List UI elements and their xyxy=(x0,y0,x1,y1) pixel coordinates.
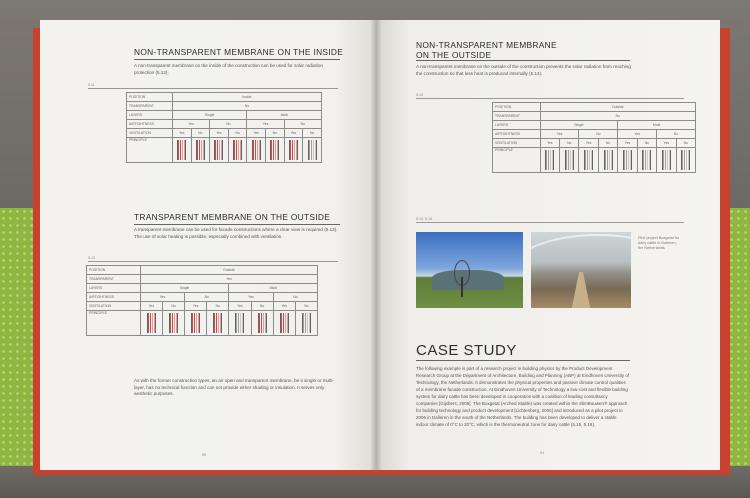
airtightness-value: Yes xyxy=(140,293,184,302)
row-label: PRINCIPLE xyxy=(127,138,173,163)
ventilation-value: Yes xyxy=(284,129,303,138)
ventilation-value: No xyxy=(637,139,656,148)
membrane-principle-icon xyxy=(623,150,632,170)
membrane-principle-icon xyxy=(213,313,222,333)
ventilation-value: No xyxy=(676,139,696,148)
section3-title: NON-TRANSPARENT MEMBRANE ON THE OUTSIDE xyxy=(416,40,557,60)
airtightness-value: Yes xyxy=(618,130,657,139)
airtightness-value: No xyxy=(210,120,247,129)
principle-cell xyxy=(247,138,266,163)
position-value: Outside xyxy=(540,103,695,112)
layers-value: Single xyxy=(172,111,247,120)
figure-label: 5.11 xyxy=(88,83,95,87)
transparent-value: No xyxy=(540,112,695,121)
airtightness-value: Yes xyxy=(172,120,209,129)
row-label: VENTILATION xyxy=(87,302,141,311)
membrane-principle-icon xyxy=(169,313,178,333)
photos-label: 5.15, 5.16 xyxy=(416,217,432,221)
principle-cell xyxy=(637,148,656,173)
ventilation-value: Yes xyxy=(618,139,637,148)
membrane-principle-icon xyxy=(642,150,651,170)
row-label: AIRTIGHTNESS xyxy=(493,130,541,139)
principle-cell xyxy=(676,148,696,173)
ventilation-value: No xyxy=(303,129,322,138)
layers-value: Single xyxy=(540,121,618,130)
principle-cell xyxy=(618,148,637,173)
membrane-principle-icon xyxy=(147,313,156,333)
tree-trunk xyxy=(461,277,463,297)
membrane-principle-icon xyxy=(604,150,613,170)
membrane-table-3 xyxy=(492,102,696,173)
row-label: POSITION xyxy=(127,93,173,102)
layers-value: Multi xyxy=(618,121,696,130)
photo-arched-stable-interior xyxy=(531,232,631,308)
transparent-value: Yes xyxy=(140,275,317,284)
section3-text: A non-transparent membrane on the outside of the construction prevents the solar radiation from reaching the construction so that less heat is produced internally (5.14). xyxy=(416,64,631,76)
principle-cell xyxy=(140,311,162,336)
ventilation-value: Yes xyxy=(579,139,598,148)
figure-rule xyxy=(88,88,338,89)
row-label: TRANSPARENT xyxy=(87,275,141,284)
row-label: AIRTIGHTNESS xyxy=(87,293,141,302)
row-label: PRINCIPLE xyxy=(87,311,141,336)
row-label: LAYERS xyxy=(87,284,141,293)
membrane-principle-icon xyxy=(258,313,267,333)
airtightness-value: No xyxy=(579,130,618,139)
layers-value: Multi xyxy=(229,284,318,293)
ventilation-value: Yes xyxy=(140,302,162,311)
row-label: TRANSPARENT xyxy=(493,112,541,121)
ventilation-value: Yes xyxy=(172,129,191,138)
figure-label: 5.14 xyxy=(416,93,423,97)
membrane-principle-icon xyxy=(252,140,261,160)
principle-cell xyxy=(560,148,579,173)
membrane-principle-icon xyxy=(214,140,223,160)
ventilation-value: No xyxy=(251,302,273,311)
ventilation-value: No xyxy=(295,302,317,311)
membrane-table-1 xyxy=(126,92,322,163)
row-label: LAYERS xyxy=(493,121,541,130)
airtightness-value: Yes xyxy=(247,120,284,129)
ventilation-value: No xyxy=(191,129,210,138)
section2-text: A transparent membrane can be used for facade constructions where a clear view is required (5.13). The use of solar heating is possible, especially combined with ventilation. xyxy=(134,227,338,239)
principle-cell xyxy=(540,148,559,173)
principle-cell xyxy=(598,148,617,173)
photo-arched-stable-exterior xyxy=(416,232,523,308)
ventilation-value: Yes xyxy=(229,302,251,311)
membrane-principle-icon xyxy=(191,313,200,333)
case-study-title: CASE STUDY xyxy=(416,342,517,359)
membrane-principle-icon xyxy=(584,150,593,170)
figure-label: 5.13 xyxy=(88,256,95,260)
membrane-principle-icon xyxy=(196,140,205,160)
ventilation-value: No xyxy=(228,129,247,138)
page-number: 90 xyxy=(202,453,207,457)
page-number: 91 xyxy=(540,451,545,455)
title-rule xyxy=(416,60,630,61)
principle-cell xyxy=(579,148,598,173)
airtightness-value: No xyxy=(273,293,317,302)
row-label: AIRTIGHTNESS xyxy=(127,120,173,129)
figure-rule xyxy=(416,222,684,223)
principle-cell xyxy=(207,311,229,336)
ventilation-value: Yes xyxy=(540,139,559,148)
figure-rule xyxy=(88,261,338,262)
case-study-text: The following example is part of a research project in building physics by the Product Development Research Group at the Department of Architecture, Building and Planning (ABP) at Eindhoven University of Technology, the Netherlands. It demonstrates the physical properties and passive climate control qualities of a membrane facade construction. At Eindhoven University of Technology a low-cost and flexible building system for dairy cattle has been developed in cooperation with a coalition of leading consultancy companies [Gijsbers, 2009]. The Boxgetal (Arched Stable) was created within the SlimBouwen® approach for building technology and product development [Lichtenberg, 2005] and introduced as a pilot project in 2006 in Dalleren in the south of the Netherlands. The building has been developed to deliver a stable indoor climate of 0°C to 20°C, which is the thermoneutral zone for dairy cattle (5.15, 5.16). xyxy=(416,366,630,427)
row-label: VENTILATION xyxy=(127,129,173,138)
membrane-principle-icon xyxy=(565,150,574,170)
membrane-principle-icon xyxy=(302,313,311,333)
ventilation-value: No xyxy=(207,302,229,311)
row-label: VENTILATION xyxy=(493,139,541,148)
principle-cell xyxy=(210,138,229,163)
title-rule xyxy=(134,224,340,225)
transparent-value: No xyxy=(172,102,321,111)
title-rule xyxy=(416,360,630,361)
principle-cell xyxy=(303,138,322,163)
row-label: TRANSPARENT xyxy=(127,102,173,111)
row-label: POSITION xyxy=(493,103,541,112)
ventilation-value: Yes xyxy=(657,139,676,148)
right-page xyxy=(376,20,720,470)
membrane-principle-icon xyxy=(177,140,186,160)
ventilation-value: Yes xyxy=(247,129,266,138)
membrane-principle-icon xyxy=(662,150,671,170)
principle-cell xyxy=(185,311,207,336)
membrane-principle-icon xyxy=(289,140,298,160)
row-label: POSITION xyxy=(87,266,141,275)
ventilation-value: No xyxy=(560,139,579,148)
membrane-principle-icon xyxy=(270,140,279,160)
airtightness-value: Yes xyxy=(229,293,273,302)
membrane-table-2 xyxy=(86,265,318,336)
principle-cell xyxy=(295,311,317,336)
section1-title: NON-TRANSPARENT MEMBRANE ON THE INSIDE xyxy=(134,47,344,57)
principle-cell xyxy=(284,138,303,163)
book-gutter xyxy=(370,20,382,470)
principle-cell xyxy=(266,138,285,163)
photo-caption: Pilot project Boxgetal for dairy cattle in Dalleren, the Netherlands xyxy=(638,236,680,250)
position-value: Outside xyxy=(140,266,317,275)
row-label: LAYERS xyxy=(127,111,173,120)
ventilation-value: No xyxy=(162,302,184,311)
airtightness-value: No xyxy=(657,130,696,139)
airtightness-value: No xyxy=(185,293,229,302)
layers-value: Multi xyxy=(247,111,322,120)
airtightness-value: Yes xyxy=(540,130,579,139)
layers-value: Single xyxy=(140,284,229,293)
position-value: Inside xyxy=(172,93,321,102)
row-label: PRINCIPLE xyxy=(493,148,541,173)
title-rule xyxy=(134,59,340,60)
section2-title: TRANSPARENT MEMBRANE ON THE OUTSIDE xyxy=(134,212,331,222)
section1-text: A non-transparent membrane on the inside of the construction can be used for solar radiation protection (5.12). xyxy=(134,63,323,75)
airtightness-value: No xyxy=(284,120,321,129)
principle-cell xyxy=(228,138,247,163)
principle-cell xyxy=(162,311,184,336)
left-page xyxy=(40,20,376,470)
ventilation-value: Yes xyxy=(273,302,295,311)
ventilation-value: No xyxy=(598,139,617,148)
ventilation-value: Yes xyxy=(185,302,207,311)
membrane-principle-icon xyxy=(280,313,289,333)
principle-cell xyxy=(251,311,273,336)
membrane-principle-icon xyxy=(681,150,690,170)
figure-rule xyxy=(416,98,684,99)
membrane-principle-icon xyxy=(233,140,242,160)
membrane-principle-icon xyxy=(235,313,244,333)
principle-cell xyxy=(273,311,295,336)
membrane-principle-icon xyxy=(545,150,554,170)
closing-text: As with the former construction types, an air open and transparent membrane, be it single or multi-layer, has no technical function and can not provide either shading or insulation. It serves only aesthetic purposes. xyxy=(134,378,334,397)
principle-cell xyxy=(229,311,251,336)
membrane-principle-icon xyxy=(308,140,317,160)
ventilation-value: No xyxy=(266,129,285,138)
principle-cell xyxy=(657,148,676,173)
ventilation-value: Yes xyxy=(210,129,229,138)
principle-cell xyxy=(172,138,191,163)
principle-cell xyxy=(191,138,210,163)
